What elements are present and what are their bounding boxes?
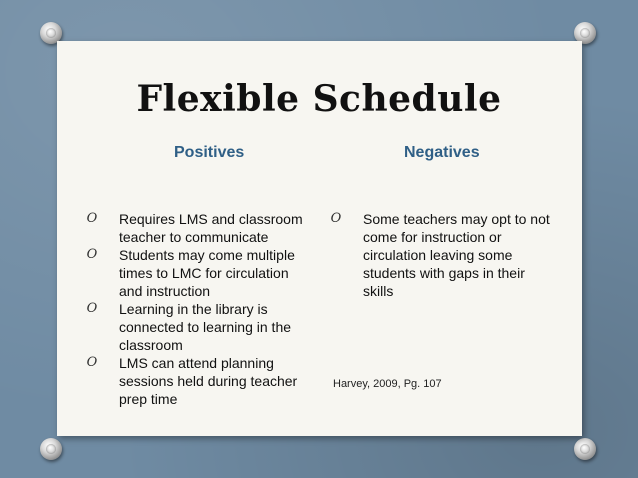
list-item <box>84 210 309 246</box>
bullet-icon: O <box>86 301 98 316</box>
list-item <box>84 246 309 300</box>
negatives-heading: Negatives <box>404 144 480 161</box>
pushpin-bottom-left-icon <box>40 438 62 460</box>
bullet-icon: O <box>86 211 98 226</box>
list-item-text: Requires LMS and classroom teacher to communicate <box>119 211 303 245</box>
slide-title: Flexible Schedule <box>136 78 502 120</box>
pushpin-bottom-right-icon <box>574 438 596 460</box>
bullet-icon: O <box>86 355 98 370</box>
list-item-text: LMS can attend planning sessions held during teacher prep time <box>119 355 298 407</box>
list-item-text: Learning in the library is connected to learning in the classroom <box>119 301 292 353</box>
bullet-icon: O <box>330 211 342 226</box>
citation: Harvey, 2009, Pg. 107 <box>333 378 442 390</box>
list-item <box>84 300 309 354</box>
list-item-text: Some teachers may opt to not come for instruction or circulation leaving some students with gaps in their skills <box>363 211 550 299</box>
list-item-text: Students may come multiple times to LMC for circulation and instruction <box>119 247 295 299</box>
list-item <box>84 354 309 408</box>
bullet-icon: O <box>86 247 98 262</box>
positives-list <box>84 210 309 408</box>
list-item <box>328 210 553 300</box>
negatives-list <box>328 210 553 300</box>
positives-heading: Positives <box>174 144 245 161</box>
